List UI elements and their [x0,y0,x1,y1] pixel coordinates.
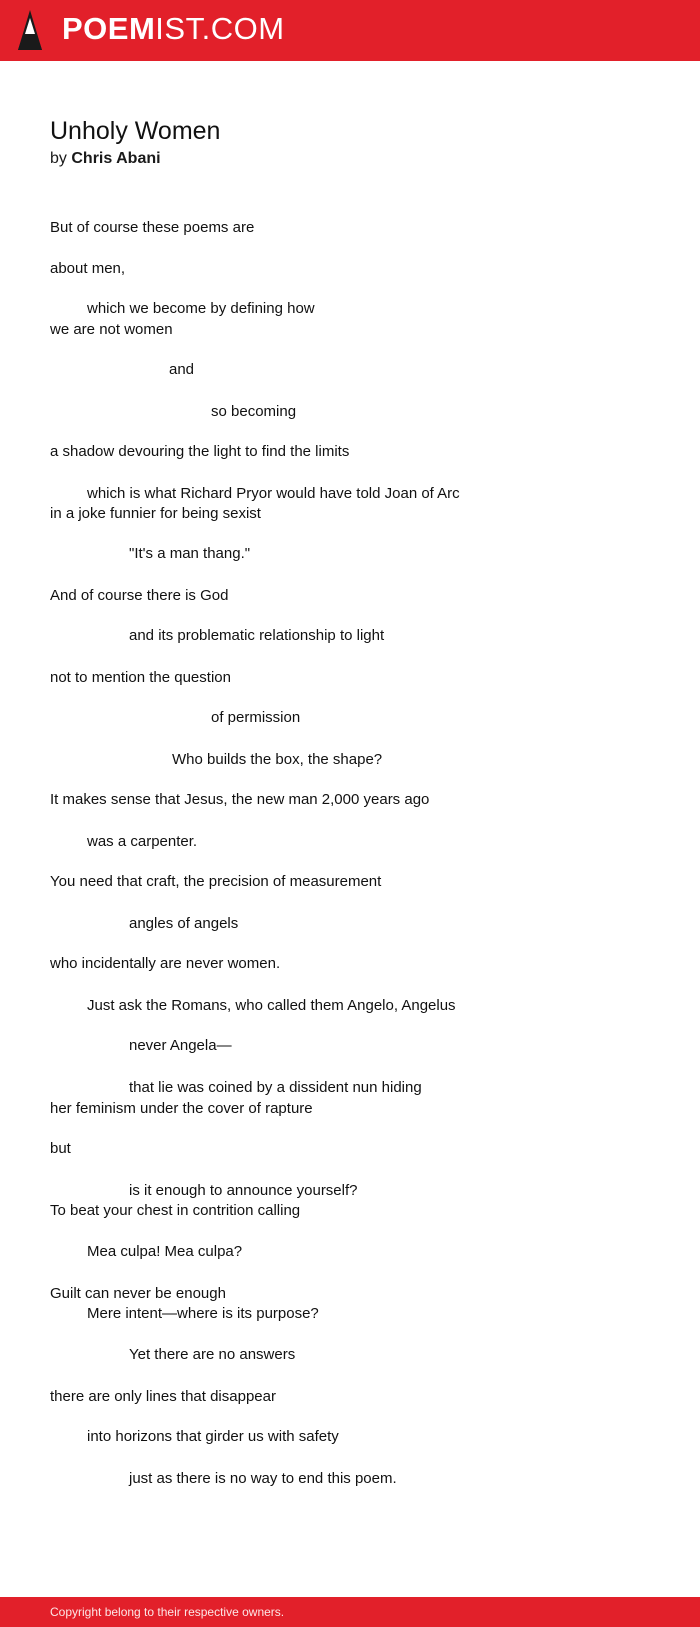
poem-line: You need that craft, the precision of measurement [50,873,382,890]
poem-line: Mere intent—where is its purpose? [87,1305,319,1322]
poem-line: about men, [50,260,126,277]
poem-line: is it enough to announce yourself? [129,1182,358,1199]
pencil-tip-icon[interactable] [18,10,42,50]
poem-line: and [169,361,195,378]
byline [50,148,161,170]
poem-line: and its problematic relationship to light [129,627,385,644]
poem-line: that lie was coined by a dissident nun hiding [129,1079,422,1096]
poem-line: just as there is no way to end this poem. [129,1470,397,1487]
poem-line: there are only lines that disappear [50,1388,276,1405]
poem-line: not to mention the question [50,669,231,686]
site-footer [0,1597,700,1627]
by-label: by [50,150,67,167]
poem-line: her feminism under the cover of rapture [50,1100,313,1117]
site-logo[interactable] [62,11,285,47]
poem-line: which we become by defining how [87,300,315,317]
poem-line: And of course there is God [50,587,229,604]
poem-line: It makes sense that Jesus, the new man 2,000 years ago [50,791,430,808]
poem-line: But of course these poems are [50,219,255,236]
brand-bold: POEM [62,11,156,46]
site-header [0,0,700,61]
poem-line: in a joke funnier for being sexist [50,505,261,522]
poem-line: To beat your chest in contrition calling [50,1202,301,1219]
poem-line: Mea culpa! Mea culpa? [87,1243,243,1260]
poem-line: of permission [211,709,301,726]
poem-title: Unholy Women [50,117,221,145]
poem-line: so becoming [211,403,297,420]
copyright-notice: Copyright belong to their respective owners. [50,1605,285,1619]
poem-line: who incidentally are never women. [50,955,281,972]
poem-line: "It's a man thang." [129,545,251,562]
poem-line: which is what Richard Pryor would have told Joan of Arc [87,485,460,502]
poem-line: Who builds the box, the shape? [172,751,383,768]
poem-line: Yet there are no answers [129,1346,296,1363]
poem-line: was a carpenter. [87,833,198,850]
author-name[interactable]: Chris Abani [71,150,161,167]
brand-light: IST.COM [155,11,285,46]
poem-line: a shadow devouring the light to find the limits [50,443,350,460]
poem-line: into horizons that girder us with safety [87,1428,339,1445]
poem-line: but [50,1140,71,1157]
poem-line: Just ask the Romans, who called them Angelo, Angelus [87,997,456,1014]
poem-line: we are not women [50,321,173,338]
poem-line: never Angela— [129,1037,232,1054]
poem-line: angles of angels [129,915,239,932]
poem-line: Guilt can never be enough [50,1285,226,1302]
